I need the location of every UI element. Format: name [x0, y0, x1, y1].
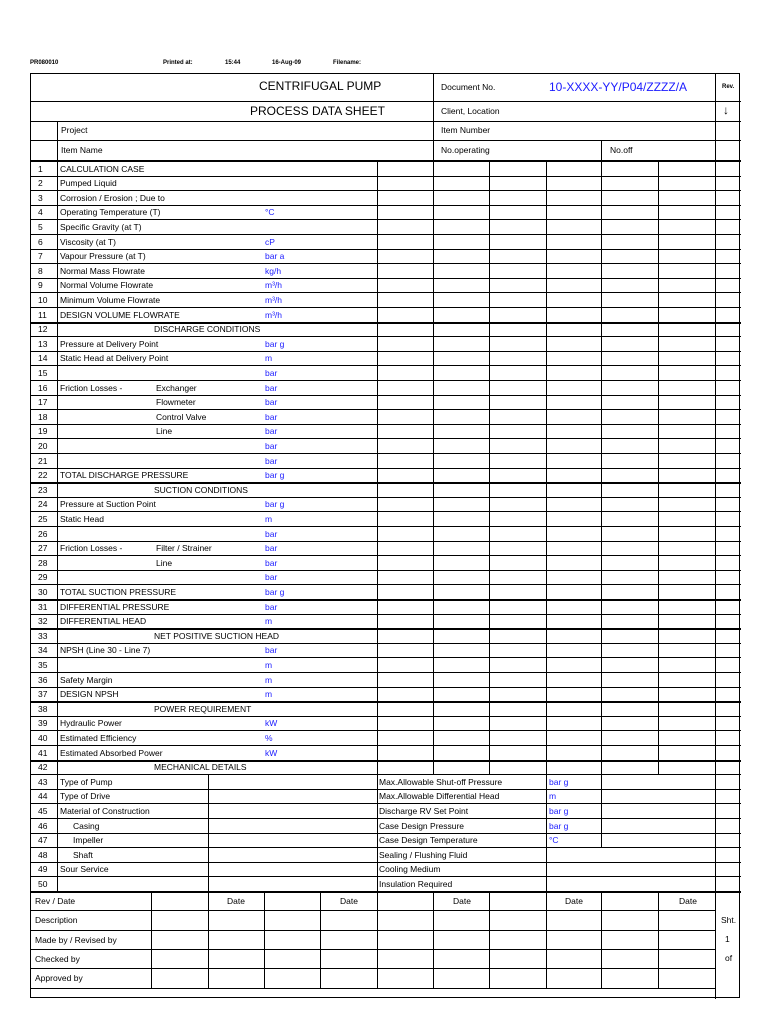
column-line	[264, 891, 265, 988]
date-label: Date	[227, 896, 245, 906]
row-unit: bar g	[265, 587, 285, 597]
row-label: Estimated Absorbed Power	[60, 748, 163, 758]
row-unit: bar	[265, 441, 278, 451]
row-unit: bar	[265, 412, 278, 422]
sheet-title-1: CENTRIFUGAL PUMP	[259, 79, 382, 93]
row-unit: m³/h	[265, 295, 282, 305]
rule-line	[31, 263, 741, 264]
row-unit: cP	[265, 237, 275, 247]
rule-line	[31, 249, 741, 250]
row-number: 15	[38, 368, 48, 378]
rule-line	[31, 701, 741, 703]
section-heading: MECHANICAL DETAILS	[154, 762, 247, 772]
rule-line	[31, 687, 741, 688]
sht-number: 1	[725, 934, 730, 944]
row-number: 10	[38, 295, 48, 305]
row-label: Friction Losses -	[60, 383, 123, 393]
row-label: Impeller	[73, 835, 104, 845]
row-number: 9	[38, 280, 43, 290]
row-label: Friction Losses -	[60, 543, 123, 553]
row-right-label: Max.Allowable Differential Head	[379, 791, 500, 801]
rule-line	[31, 322, 741, 324]
row-label: Static Head at Delivery Point	[60, 353, 169, 363]
rule-line	[31, 657, 741, 658]
rule-line	[31, 497, 741, 498]
row-number: 40	[38, 733, 48, 743]
row-unit: m	[265, 660, 273, 670]
document-no-label: Document No.	[441, 82, 496, 92]
project-label: Project	[61, 125, 88, 135]
row-label: DESIGN VOLUME FLOWRATE	[60, 310, 180, 320]
item-number-label: Item Number	[441, 125, 491, 135]
row-unit: m	[265, 514, 273, 524]
row-number: 42	[38, 762, 48, 772]
row-label: Casing	[73, 821, 100, 831]
row-sub-label: Filter / Strainer	[156, 543, 212, 553]
column-line	[208, 891, 209, 988]
row-label: DIFFERENTIAL HEAD	[60, 616, 147, 626]
rule-line	[31, 614, 741, 615]
row-unit: %	[265, 733, 273, 743]
column-line	[601, 891, 602, 988]
rev-down-arrow-icon: ↓	[723, 103, 729, 117]
rule-line	[31, 760, 741, 762]
rule-line	[31, 205, 741, 206]
row-number: 12	[38, 324, 48, 334]
sht-label: Sht.	[721, 915, 737, 925]
row-number: 19	[38, 426, 48, 436]
rule-line	[31, 862, 741, 863]
row-number: 35	[38, 660, 48, 670]
row-number: 37	[38, 689, 48, 699]
no-off-label: No.off	[610, 145, 633, 155]
rule-line	[31, 716, 741, 717]
row-unit: bar	[265, 426, 278, 436]
row-number: 30	[38, 587, 48, 597]
column-line	[433, 891, 434, 988]
row-label: TOTAL DISCHARGE PRESSURE	[60, 470, 189, 480]
rule-line	[31, 628, 741, 630]
row-sub-label: Line	[156, 558, 173, 568]
print-time: 15:44	[225, 60, 241, 66]
row-label: Operating Temperature (T)	[60, 207, 161, 217]
row-label: TOTAL SUCTION PRESSURE	[60, 587, 177, 597]
row-label: Material of Construction	[60, 806, 150, 816]
row-number: 5	[38, 222, 43, 232]
row-sub-label: Flowmeter	[156, 397, 196, 407]
rule-line	[31, 409, 741, 410]
doc-code: PR080010	[30, 60, 59, 66]
column-line	[377, 891, 378, 988]
print-date: 16-Aug-09	[272, 60, 302, 66]
no-operating-label: No.operating	[441, 145, 490, 155]
row-label: Normal Volume Flowrate	[60, 280, 154, 290]
row-right-unit: m	[549, 791, 557, 801]
row-number: 26	[38, 529, 48, 539]
rule-line	[31, 351, 741, 352]
rule-line	[31, 599, 741, 601]
row-number: 36	[38, 675, 48, 685]
row-right-label: Sealing / Flushing Fluid	[379, 850, 468, 860]
column-line	[715, 891, 716, 999]
section-heading: NET POSITIVE SUCTION HEAD	[154, 631, 280, 641]
rule-line	[31, 234, 741, 235]
data-sheet	[30, 73, 740, 998]
rule-line	[31, 453, 741, 454]
document-no: 10-XXXX-YY/P04/ZZZZ/A	[549, 80, 688, 94]
row-unit: bar	[265, 397, 278, 407]
rule-line	[31, 988, 715, 989]
rule-line	[31, 160, 741, 162]
description-label: Description	[35, 915, 78, 925]
row-unit: bar	[265, 543, 278, 553]
row-number: 16	[38, 383, 48, 393]
sheet-title-2: PROCESS DATA SHEET	[250, 104, 385, 118]
row-sub-label: Control Valve	[156, 412, 207, 422]
rule-line	[31, 584, 741, 585]
made-by-label: Made by / Revised by	[35, 935, 117, 945]
rule-line	[31, 438, 741, 439]
row-number: 41	[38, 748, 48, 758]
row-unit: bar	[265, 558, 278, 568]
row-unit: m	[265, 675, 273, 685]
row-label: Type of Pump	[60, 777, 113, 787]
row-unit: bar	[265, 368, 278, 378]
column-line	[151, 891, 152, 988]
rule-line	[31, 891, 741, 893]
row-label: Hydraulic Power	[60, 718, 122, 728]
rule-line	[31, 511, 741, 512]
rule-line	[31, 292, 741, 293]
row-number: 39	[38, 718, 48, 728]
rule-line	[31, 833, 741, 834]
row-label: Pumped Liquid	[60, 178, 117, 188]
rule-line	[31, 968, 715, 969]
row-right-unit: bar g	[549, 777, 569, 787]
row-right-unit: bar g	[549, 821, 569, 831]
row-label: Static Head	[60, 514, 104, 524]
row-number: 28	[38, 558, 48, 568]
rule-line	[31, 541, 741, 542]
row-number: 3	[38, 193, 43, 203]
rule-line	[31, 365, 741, 366]
row-unit: bar g	[265, 499, 285, 509]
row-label: CALCULATION CASE	[60, 164, 145, 174]
rule-line	[31, 730, 741, 731]
row-label: Pressure at Delivery Point	[60, 339, 159, 349]
row-number: 29	[38, 572, 48, 582]
row-label: Specific Gravity (at T)	[60, 222, 142, 232]
date-label: Date	[679, 896, 697, 906]
rule-line	[31, 176, 741, 177]
rule-line	[31, 643, 741, 644]
row-number: 14	[38, 353, 48, 363]
row-number: 27	[38, 543, 48, 553]
row-unit: °C	[265, 207, 275, 217]
checked-by-label: Checked by	[35, 954, 80, 964]
row-unit: m³/h	[265, 280, 282, 290]
column-line	[320, 891, 321, 988]
of-label: of	[725, 953, 733, 963]
row-label: Pressure at Suction Point	[60, 499, 156, 509]
row-number: 6	[38, 237, 43, 247]
row-right-unit: bar g	[549, 806, 569, 816]
row-label: Estimated Efficiency	[60, 733, 137, 743]
row-sub-label: Line	[156, 426, 173, 436]
row-number: 38	[38, 704, 48, 714]
row-number: 47	[38, 835, 48, 845]
date-label: Date	[453, 896, 471, 906]
column-line	[546, 891, 547, 988]
rule-line	[31, 140, 741, 141]
rule-line	[31, 121, 741, 122]
column-line	[57, 121, 58, 160]
row-number: 8	[38, 266, 43, 276]
rule-line	[31, 774, 741, 775]
rule-line	[31, 101, 741, 102]
row-number: 23	[38, 485, 48, 495]
row-number: 17	[38, 397, 48, 407]
row-number: 33	[38, 631, 48, 641]
row-number: 4	[38, 207, 43, 217]
rule-line	[31, 395, 741, 396]
row-unit: bar	[265, 572, 278, 582]
row-label: Viscosity (at T)	[60, 237, 116, 247]
row-label: Vapour Pressure (at T)	[60, 251, 146, 261]
printed-label: Printed at:	[163, 60, 193, 66]
rule-line	[31, 307, 741, 308]
column-line	[658, 891, 659, 988]
row-number: 20	[38, 441, 48, 451]
row-label: DESIGN NPSH	[60, 689, 119, 699]
rule-line	[31, 570, 741, 571]
row-number: 24	[38, 499, 48, 509]
row-number: 13	[38, 339, 48, 349]
row-number: 18	[38, 412, 48, 422]
rule-line	[31, 930, 715, 931]
row-unit: bar	[265, 529, 278, 539]
row-number: 49	[38, 864, 48, 874]
item-name-label: Item Name	[61, 145, 103, 155]
row-unit: kW	[265, 748, 278, 758]
row-label: Shaft	[73, 850, 93, 860]
column-line	[601, 774, 602, 847]
row-label: Corrosion / Erosion ; Due to	[60, 193, 165, 203]
row-number: 31	[38, 602, 48, 612]
rule-line	[31, 555, 741, 556]
column-line	[601, 140, 602, 160]
row-number: 21	[38, 456, 48, 466]
row-unit: m³/h	[265, 310, 282, 320]
section-heading: SUCTION CONDITIONS	[154, 485, 248, 495]
row-unit: kW	[265, 718, 278, 728]
row-number: 11	[38, 310, 47, 320]
row-number: 44	[38, 791, 48, 801]
row-label: NPSH (Line 30 - Line 7)	[60, 645, 151, 655]
client-location: Client, Location	[441, 106, 500, 116]
row-label: Sour Service	[60, 864, 109, 874]
row-number: 43	[38, 777, 48, 787]
row-right-label: Cooling Medium	[379, 864, 441, 874]
row-label: DIFFERENTIAL PRESSURE	[60, 602, 170, 612]
rule-line	[31, 745, 741, 746]
rule-line	[31, 424, 741, 425]
rule-line	[31, 847, 741, 848]
row-unit: m	[265, 689, 273, 699]
row-right-label: Max.Allowable Shut-off Pressure	[379, 777, 503, 787]
rev-label: Rev.	[722, 84, 735, 90]
row-number: 7	[38, 251, 43, 261]
row-right-unit: °C	[549, 835, 559, 845]
row-unit: bar	[265, 602, 278, 612]
row-right-label: Insulation Required	[379, 879, 453, 889]
approved-by-label: Approved by	[35, 973, 83, 983]
row-number: 48	[38, 850, 48, 860]
rule-line	[31, 910, 715, 911]
rule-line	[31, 526, 741, 527]
rule-line	[31, 876, 741, 877]
row-unit: m	[265, 353, 273, 363]
rule-line	[31, 278, 741, 279]
row-number: 22	[38, 470, 48, 480]
rule-line	[31, 818, 741, 819]
section-heading: POWER REQUIREMENT	[154, 704, 252, 714]
rev-date-label: Rev / Date	[35, 896, 76, 906]
row-label: Normal Mass Flowrate	[60, 266, 146, 276]
row-number: 34	[38, 645, 48, 655]
row-label: Safety Margin	[60, 675, 113, 685]
row-right-label: Case Design Pressure	[379, 821, 465, 831]
row-unit: bar	[265, 456, 278, 466]
section-heading: DISCHARGE CONDITIONS	[154, 324, 261, 334]
column-line	[433, 74, 434, 160]
row-number: 2	[38, 178, 43, 188]
row-number: 1	[38, 164, 43, 174]
date-label: Date	[565, 896, 583, 906]
row-number: 46	[38, 821, 48, 831]
rule-line	[31, 336, 741, 337]
column-line	[715, 74, 716, 160]
row-right-label: Discharge RV Set Point	[379, 806, 469, 816]
row-number: 45	[38, 806, 48, 816]
rule-line	[31, 949, 715, 950]
row-label: Minimum Volume Flowrate	[60, 295, 161, 305]
row-unit: bar a	[265, 251, 285, 261]
filename-label: Filename:	[333, 60, 362, 66]
date-label: Date	[340, 896, 358, 906]
rule-line	[31, 803, 741, 804]
row-sub-label: Exchanger	[156, 383, 197, 393]
row-unit: bar	[265, 645, 278, 655]
column-line	[489, 891, 490, 988]
rule-line	[31, 468, 741, 469]
rule-line	[31, 482, 741, 484]
rule-line	[31, 789, 741, 790]
rule-line	[31, 190, 741, 191]
row-unit: bar g	[265, 470, 285, 480]
row-number: 25	[38, 514, 48, 524]
rule-line	[31, 672, 741, 673]
rule-line	[31, 380, 741, 381]
row-unit: m	[265, 616, 273, 626]
row-label: Type of Drive	[60, 791, 111, 801]
row-number: 32	[38, 616, 48, 626]
row-unit: bar g	[265, 339, 285, 349]
row-unit: bar	[265, 383, 278, 393]
row-right-label: Case Design Temperature	[379, 835, 478, 845]
row-unit: kg/h	[265, 266, 282, 276]
row-number: 50	[38, 879, 48, 889]
rule-line	[31, 219, 741, 220]
